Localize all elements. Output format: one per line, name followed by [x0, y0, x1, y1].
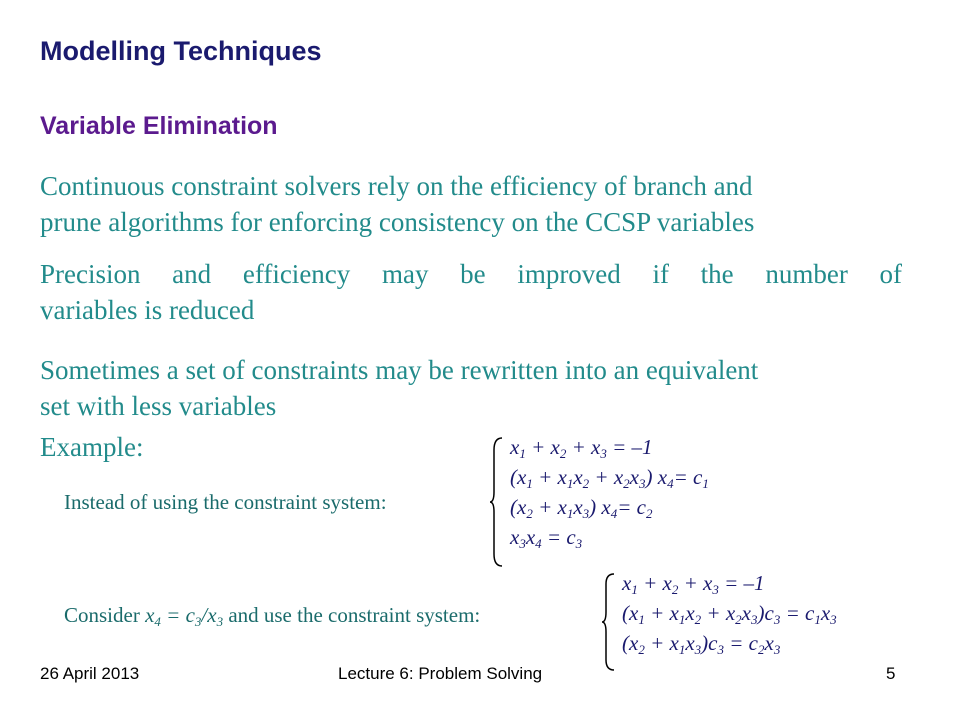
- equation: $x_1 + x_2 + x_3 = -1$: [622, 571, 765, 597]
- left-brace-icon: [488, 436, 506, 568]
- footer-lecture: Lecture 6: Problem Solving: [338, 664, 543, 683]
- paragraph-line: prune algorithms for enforcing consistency on the CCSP variables: [40, 207, 755, 237]
- section-subtitle: Variable Elimination: [40, 112, 278, 140]
- paragraph-rewrite: [40, 352, 902, 424]
- footer-date: 26 April 2013: [40, 664, 140, 683]
- equation: $x_1 + x_2 + x_3 = -1$: [510, 435, 653, 461]
- paragraph-precision: [40, 256, 902, 328]
- consider-suffix: and use the constraint system:: [223, 603, 481, 627]
- constraint-system-reduced: [622, 568, 837, 658]
- substitution-expression: $x_4 = c_3/x_3$: [145, 603, 224, 629]
- slide-title: Modelling Techniques: [40, 36, 322, 66]
- equation: $(x_2 + x_1x_3)$ $x_4= c_2$: [510, 495, 653, 521]
- paragraph-line: Precision and efficiency may be improved if the number of: [40, 259, 902, 289]
- equation: $(x_2 + x_1x_3)c_3 = c_2x_3$: [622, 631, 781, 657]
- equation: $(x_1 + x_1x_2 + x_2x_3)$ $x_4= c_1$: [510, 465, 709, 491]
- equation: $(x_1 + x_1x_2 + x_2x_3)c_3 = c_1x_3$: [622, 601, 837, 627]
- instead-label: Instead of using the constraint system:: [64, 490, 387, 514]
- paragraph-line: Continuous constraint solvers rely on the efficiency of branch and: [40, 171, 753, 201]
- left-brace-icon: [600, 572, 618, 672]
- paragraph-solvers: [40, 168, 902, 240]
- paragraph-line: variables is reduced: [40, 295, 255, 325]
- consider-label: [64, 603, 480, 630]
- example-label: Example:: [40, 432, 144, 462]
- paragraph-line: set with less variables: [40, 391, 277, 421]
- constraint-system-original: [510, 432, 709, 552]
- consider-prefix: Consider: [64, 603, 146, 627]
- paragraph-line: Sometimes a set of constraints may be rewritten into an equivalent: [40, 355, 759, 385]
- equation: $x_3x_4 = c_3$: [510, 525, 583, 551]
- footer-page-number: 5: [886, 664, 896, 683]
